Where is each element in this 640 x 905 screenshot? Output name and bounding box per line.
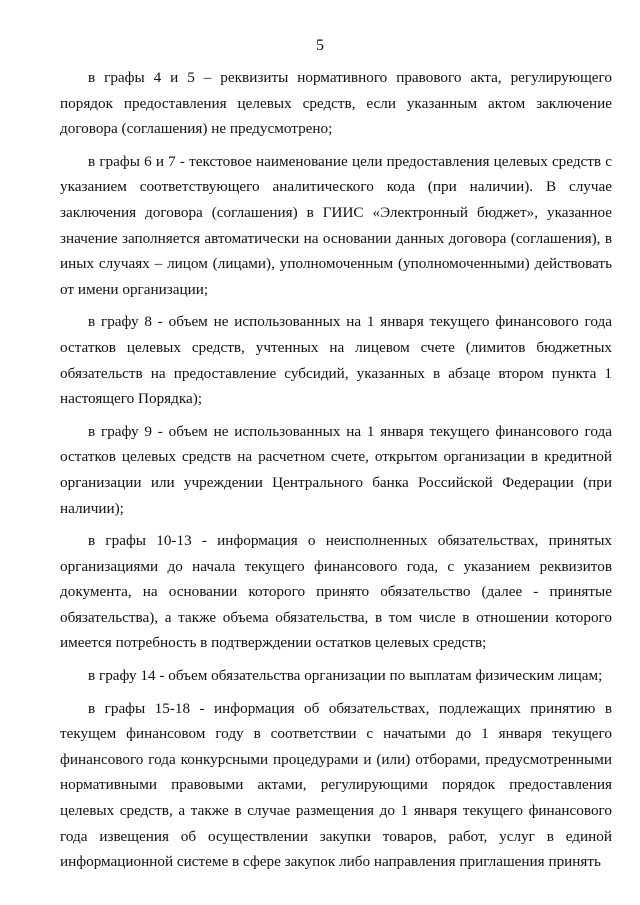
page-number: 5 [316, 37, 324, 54]
paragraph-graphs-15-18: в графы 15-18 - информация об обязательствах, подлежащих принятию в текущем финансовом году в соответствии с начатыми до 1 января текущего финансового года конкурсными процедурами и (или) отборами, предусмотренными нормативными правовыми актами, регулирующими порядок предоставления целевых средств, а также в случае размещения до 1 января текущего финансового года извещения об осуществлении закупки товаров, работ, услуг в единой информационной системе в сфере закупок либо направления приглашения принять [60, 699, 612, 871]
paragraph-graphs-10-13: в графы 10-13 - информация о неисполненных обязательствах, принятых организациями до начала текущего финансового года, с указанием реквизитов документа, на основании которого принято обязательство (далее - принятые обязательства), а также объема обязательства, в том числе в отношении которого имеется потребность в подтверждении остатков целевых средств; [60, 532, 612, 652]
paragraph-graphs-4-5: в графы 4 и 5 – реквизиты нормативного правового акта, регулирующего порядок предоставления целевых средств, если указанным актом заключение договора (соглашения) не предусмотрено; [60, 69, 612, 138]
paragraph-graph-9: в графу 9 - объем не использованных на 1 января текущего финансового года остатков целевых средств на расчетном счете, открытом организации в кредитной организации или учреждении Центрального банка Российской Федерации (при наличии); [60, 422, 612, 517]
paragraph-graph-8: в графу 8 - объем не использованных на 1 января текущего финансового года остатков целевых средств, учтенных на лицевом счете (лимитов бюджетных обязательств на предоставление субсидий, указанных в абзаце втором пункта 1 настоящего Порядка); [60, 313, 612, 408]
document-body [60, 65, 612, 882]
paragraph-graph-14: в графу 14 - объем обязательства организации по выплатам физическим лицам; [88, 667, 603, 685]
paragraph-graphs-6-7: в графы 6 и 7 - текстовое наименование цели предоставления целевых средств с указанием соответствующего аналитического кода (при наличии). В случае заключения договора (соглашения) в ГИИС «Электронный бюджет», указанное значение заполняется автоматически на основании данных договора (соглашения), в иных случаях – лицом (лицами), уполномоченным (уполномоченными) действовать от имени организации; [60, 152, 612, 298]
